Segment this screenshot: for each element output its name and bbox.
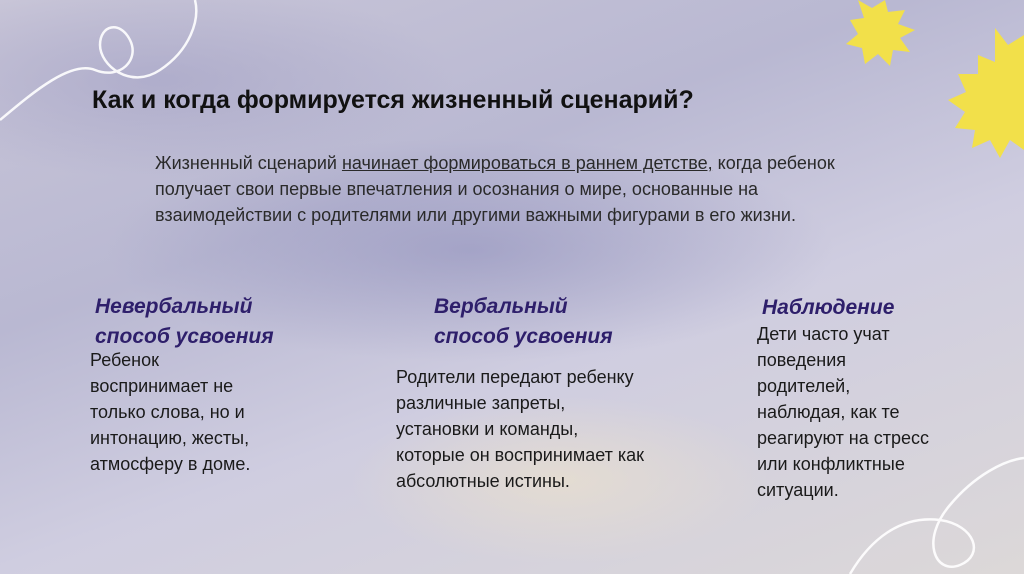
- text-line: которые он воспринимает как: [396, 445, 645, 465]
- text-line: ситуации.: [757, 480, 839, 500]
- text-line: атмосферу в доме.: [90, 454, 251, 474]
- slide-title: Как и когда формируется жизненный сценарий?: [92, 86, 694, 114]
- intro-paragraph: [155, 150, 895, 228]
- heading-line: способ усвоения: [434, 325, 613, 348]
- text-line: Дети часто учат: [757, 324, 890, 344]
- text-line: Родители передают ребенку: [396, 367, 634, 387]
- intro-text-underlined: начинает формироваться в раннем детстве,: [341, 153, 713, 173]
- intro-text-start: Жизненный сценарий: [155, 153, 342, 173]
- heading-line: Невербальный: [95, 295, 253, 318]
- heading-line: способ усвоения: [95, 325, 274, 348]
- observation-text: [757, 321, 929, 503]
- text-line: родителей,: [757, 376, 851, 396]
- heading-line: Наблюдение: [762, 296, 895, 319]
- text-line: реагируют на стресс: [757, 428, 930, 448]
- text-line: наблюдая, как те: [757, 402, 900, 422]
- text-line: установки и команды,: [396, 419, 579, 439]
- text-line: абсолютные истины.: [396, 471, 570, 491]
- text-line: различные запреты,: [396, 393, 566, 413]
- text-line: Ребенок: [90, 350, 159, 370]
- sun-icon: [846, 0, 915, 66]
- sun-icon-large: [948, 28, 1024, 158]
- text-line: или конфликтные: [757, 454, 905, 474]
- text-line: поведения: [757, 350, 846, 370]
- nonverbal-heading: [95, 292, 274, 352]
- nonverbal-text: [90, 347, 250, 477]
- verbal-heading: [434, 292, 613, 352]
- intro-text-end: когда ребенок получает свои первые впечатления и осознания о мире, основанные на взаимодействии с родителями или другими важными фигурами в его жизни.: [155, 153, 835, 225]
- text-line: только слова, но и: [90, 402, 245, 422]
- verbal-text: [396, 364, 644, 494]
- text-line: интонацию, жесты,: [90, 428, 250, 448]
- observation-heading: [762, 293, 894, 323]
- heading-line: Вербальный: [434, 295, 568, 318]
- text-line: воспринимает не: [90, 376, 234, 396]
